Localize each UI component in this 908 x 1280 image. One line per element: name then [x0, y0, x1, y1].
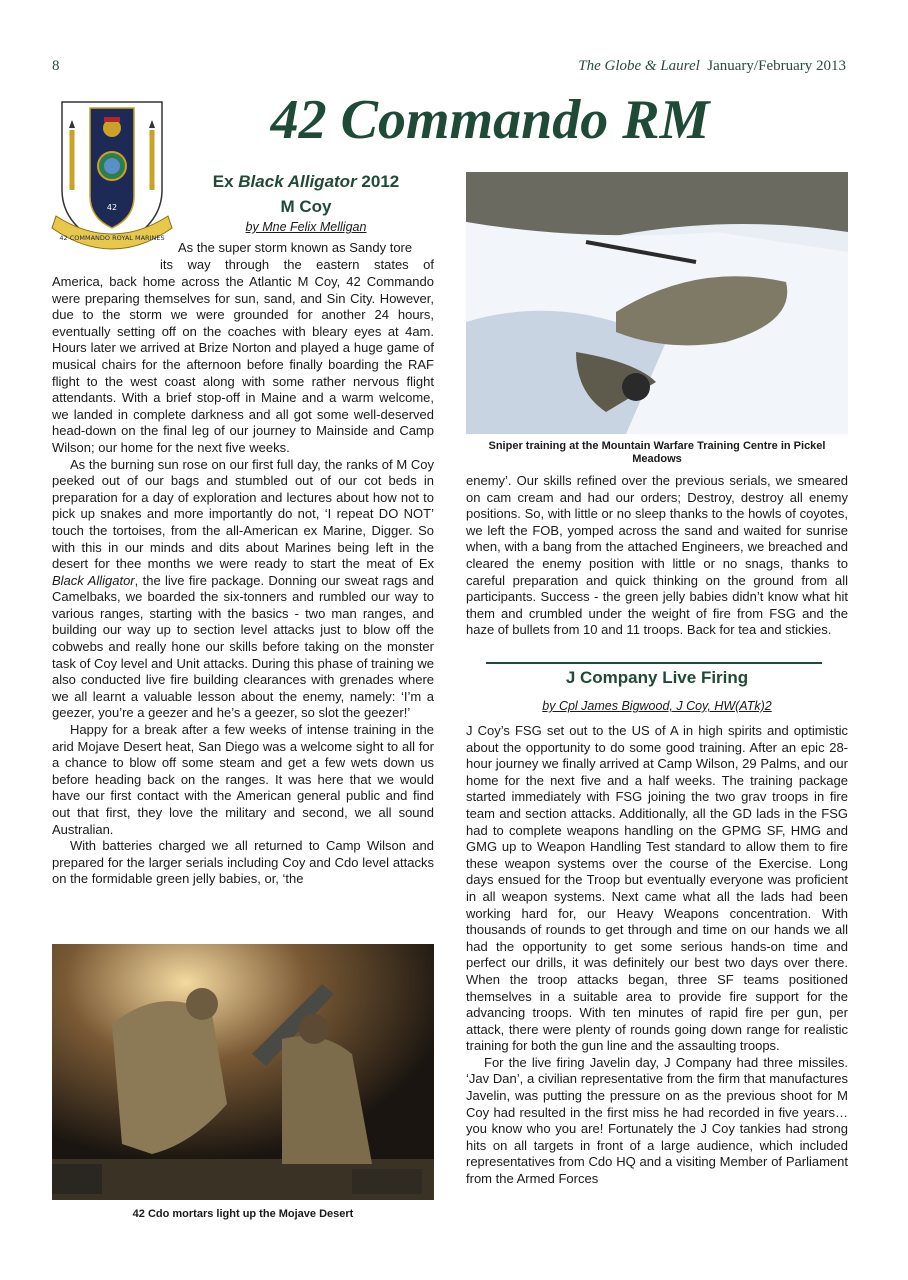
- commando-crest: [50, 100, 174, 260]
- article2-para2: For the live firing Javelin day, J Company had three missiles. ‘Jav Dan’, a civilian representative from the firm that manufactures Javelin, was putting the pressure on as the previous shoot for M Coy had resulted in the first miss he had recorded in five years… you know who you are! Fortunately the J Coy tankies had strong hits on all targets in front of a large audience, which included representatives from Cdo HQ and a visiting Member of Parliament from the Armed Forces: [466, 1054, 848, 1187]
- article1-byline: by Mne Felix Melligan: [245, 220, 367, 234]
- article1-intro-line2: its way through the eastern states of: [160, 257, 434, 272]
- article2-byline: by Cpl James Bigwood, J Coy, HW(ATk)2: [542, 699, 772, 713]
- publication-name: The Globe & Laurel: [578, 58, 700, 74]
- article1-para2-italic: Black Alligator: [52, 572, 135, 588]
- page-number: 8: [52, 58, 60, 74]
- crest-banner-text: 42 COMMANDO ROYAL MARINES: [59, 234, 165, 242]
- article1-intro-line1: As the super storm known as Sandy tore: [178, 240, 413, 255]
- article1-para2-b: , the live fire package. Donning our sweat rags and Camelbaks, we boarded the six-tonners and rumbled our way to various ranges, starting with the basics - two man ranges, and building our way up to section level attacks just to blow off the cobwebs and really hone our skills before taking on the monster task of Coy level and Unit attacks. During this phase of training we also conducted live fire building clearances with grenades where we all learnt a valuable lesson about the enemy, namely: ‘I’m a geezer, you’re a geezer and he’s a geezer, so slot the geezer!’: [52, 572, 435, 721]
- page-title: 42 Commando RM: [270, 89, 710, 151]
- article2-body: [466, 723, 848, 1188]
- article1-heading: [180, 172, 432, 192]
- article1-para2-a: As the burning sun rose on our first full day, the ranks of M Coy peeked out of our bags and stumbled out of our cot beds in preparation for a day of exploration and lectures about how not to pick up snakes and more importantly do not, ‘I repeat DO NOT’ touch the tortoises, from the all-American ex Marine, Digger. So with this in our minds and dits about Marines being left in the desert for thee months we were ready to start the meat of Ex: [52, 456, 434, 572]
- article1-body-left: [52, 274, 434, 888]
- running-header: [578, 58, 846, 75]
- article1-para4: With batteries charged we all returned to Camp Wilson and prepared for the larger serials including Coy and Cdo level attacks on the formidable green jelly babies, or, ‘the: [52, 838, 434, 887]
- article2-heading: J Company Live Firing: [565, 668, 749, 687]
- article1-subheading: M Coy: [280, 197, 332, 216]
- article1-body-right: [466, 473, 848, 639]
- article1-para3: Happy for a break after a few weeks of intense training in the arid Mojave Desert heat, San Diego was a welcome sight to all for a chance to blow off some steam and get a few wets down us before heading back on the ranges. It was here that we would have our first contact with the American general public and find out that first, they love the military and second, we all sound Australian.: [52, 722, 434, 837]
- article1-heading-prefix: Ex: [212, 172, 239, 191]
- article-divider: [486, 662, 822, 664]
- article2-para1: J Coy’s FSG set out to the US of A in high spirits and optimistic about the opportunity to do some good training. After an epic 28-hour journey we finally arrived at Camp Wilson, 29 Palms, and our home for the next five and a half weeks. The training package started immediately with FSG joining the two grav troops in fire team and section attacks. Additionally, all the GD lads in the FSG had to complete weapons handling on the GPMG SF, HMG and GMG up to Weapon Handling Test standard to allow them to fire these weapon systems over the course of the Exercise. Long days ensued for the Troop but eventually everyone was proficient in all weapon systems. Next came what all the lads had been working hard for, our Heavy Weapons concentration. With thousands of rounds to get through and time on our hands we all had the opportunity to get some serious hands-on time and perfect our drills, it was definitely our best two days over there. When the troop attacks began, three SF teams positioned themselves in a suitable area to provide fire support for the advancing troops. With ten minutes of rapid fire per gun, per attack, there were plenty of rounds going down range for realistic training for both the gun line and the assaulting troops.: [466, 723, 848, 1054]
- crest-number: 42: [106, 203, 118, 212]
- article1-heading-italic: Black Alligator: [238, 172, 357, 191]
- mortar-photo-caption: 42 Cdo mortars light up the Mojave Desert: [132, 1208, 354, 1220]
- article1-para2: [52, 457, 434, 723]
- sniper-photo: [466, 172, 848, 434]
- sniper-photo-caption: Sniper training at the Mountain Warfare Training Centre in Pickel Meadows: [488, 440, 826, 465]
- article1-heading-suffix: 2012: [356, 172, 400, 191]
- mortar-photo: [52, 944, 434, 1200]
- article1-para5: enemy’. Our skills refined over the previous serials, we smeared on cam cream and had our orders; Destroy, destroy all enemy positions. So, with little or no sleep thanks to the howls of coyotes, we left the FOB, yomped across the sand and waited for sunrise when, with a bang from the attached Engineers, we breached and cleared the enemy position with little or no snags, thanks to careful preparation and quick thinking on the ground from all participants. Success - the green jelly babies didn’t know what hit them and crumbled under the weight of fire from FSG and the haze of bullets from 10 and 11 troops. Back for tea and stickies.: [466, 473, 848, 638]
- article1-para1: America, back home across the Atlantic M Coy, 42 Commando were preparing themselves for sun, sand, and Sin City. However, due to the storm we were grounded for another 24 hours, eventually setting off on the coaches with bleary eyes at 4am. Hours later we arrived at Brize Norton and played a huge game of musical chairs for the afternoon before finally boarding the RAF flight to the west coast along with some rather nervous flight attendants. With a brief stop-off in Maine and a warm welcome, we landed in complete darkness and all got some well-deserved head-down on the final leg of our journey to Mainside and Camp Wilson; our home for the next five weeks.: [52, 274, 434, 455]
- issue-date: January/February 2013: [707, 58, 846, 74]
